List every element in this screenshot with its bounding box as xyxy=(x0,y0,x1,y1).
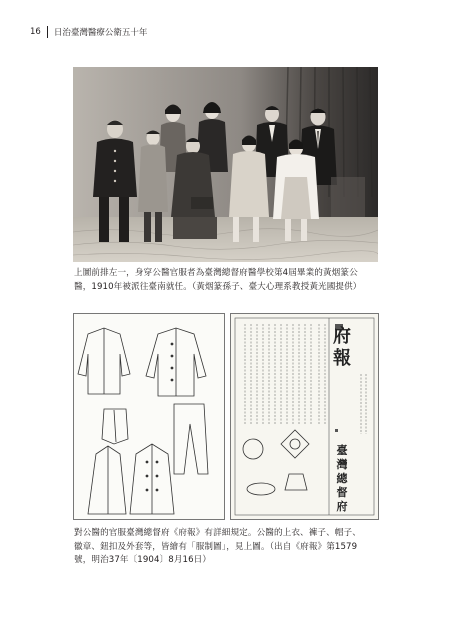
document-caption xyxy=(74,527,380,568)
page-number: 16 xyxy=(30,26,48,38)
uniform-diagram xyxy=(74,314,224,519)
document-caption-line-1: 對公醫的官服臺灣總督府《府報》有詳細規定。公醫的上衣、褲子、帽子、 xyxy=(74,528,361,538)
running-header xyxy=(30,25,147,39)
gazette-title: 府 報 xyxy=(333,326,351,369)
document-caption-line-2: 徽章、鈕扣及外套等，皆繪有「服制圖」，見上圖。（出自《府報》第1579 xyxy=(74,541,358,552)
photo-caption-line-2: 醫，1910年被派往臺南就任。（黃烟篆孫子、臺大心理系教授黃光國提供） xyxy=(74,281,362,292)
gazette-page-graphic xyxy=(231,314,378,519)
gazette-document xyxy=(230,313,379,520)
book-title: 日治臺灣醫療公衛五十年 xyxy=(53,28,148,38)
uniform-diagram-sheet xyxy=(73,313,225,520)
document-caption-line-3: 號，明治37年〔1904〕8月16日） xyxy=(74,555,212,565)
gazette-publisher: 臺 灣 總 督 府 xyxy=(336,444,348,513)
photo-caption xyxy=(74,267,380,294)
family-photograph xyxy=(73,67,378,262)
photo-caption-line-1: 上圖前排左一，身穿公醫官服者為臺灣總督府醫學校第4屆畢業的黃烟篆公 xyxy=(74,268,358,278)
